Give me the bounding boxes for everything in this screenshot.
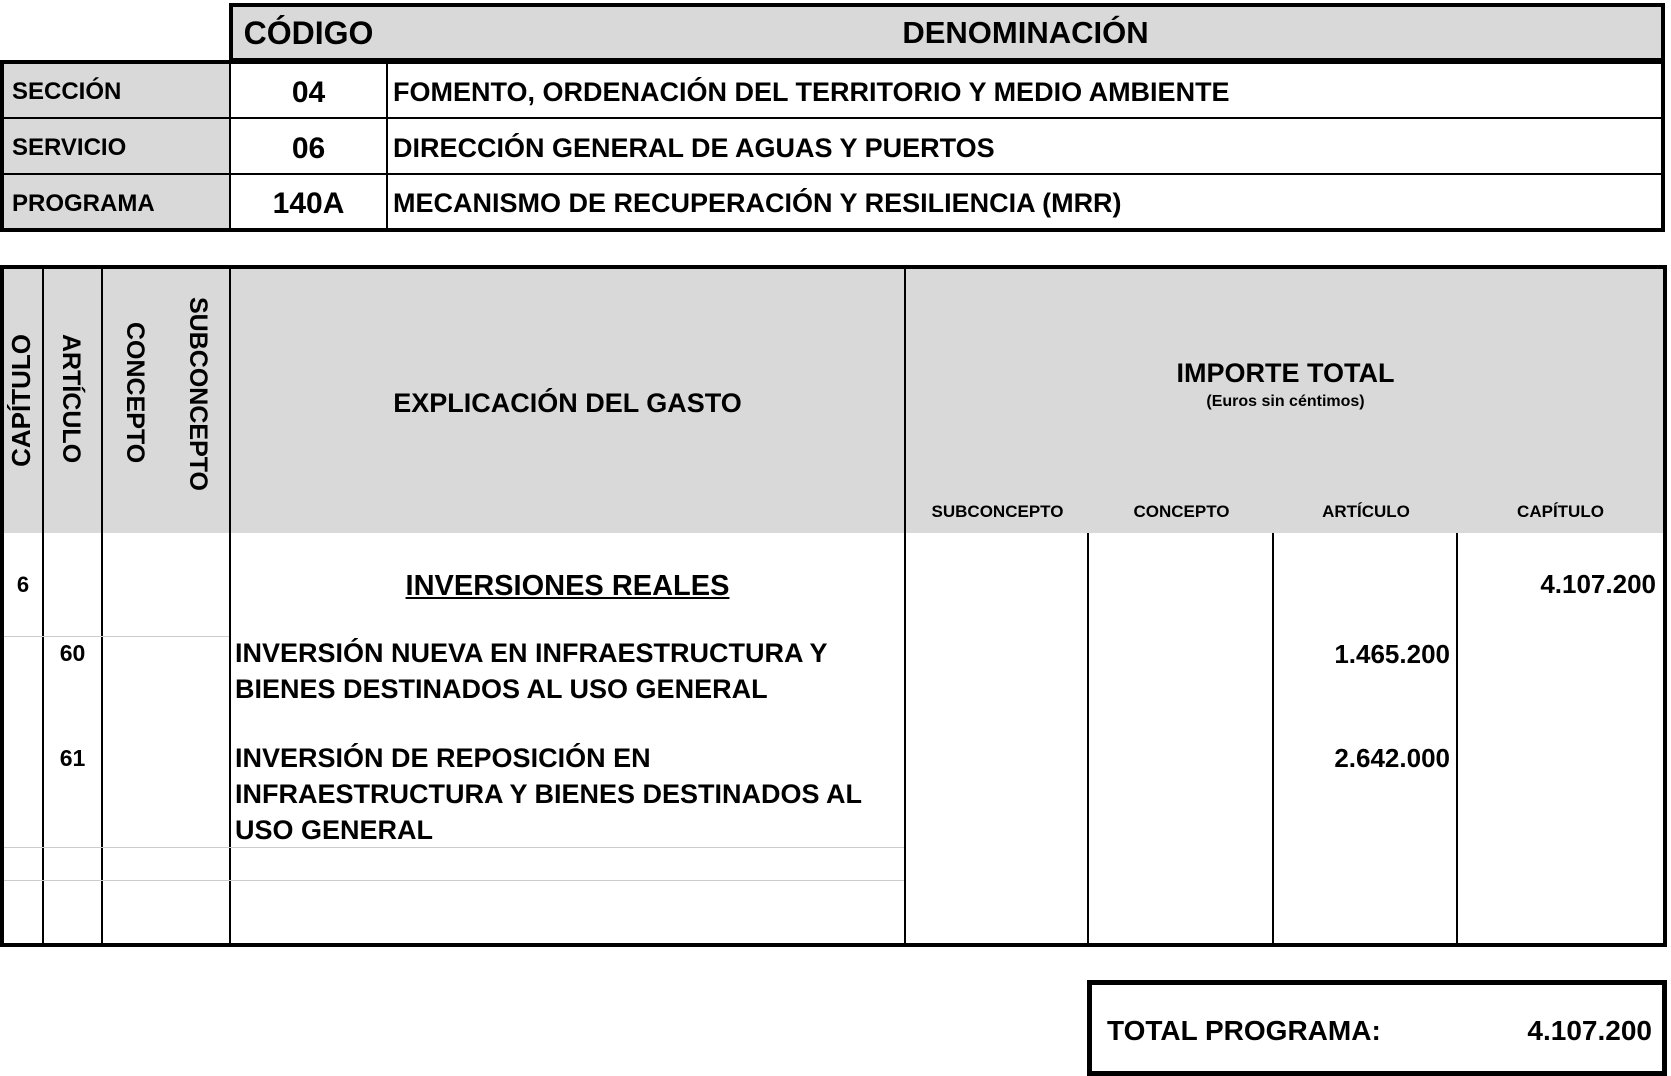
servicio-label: SERVICIO (12, 134, 127, 161)
seccion-label: SECCIÓN (12, 78, 122, 105)
seccion-name: FOMENTO, ORDENACIÓN DEL TERRITORIO Y MEDIO AMBIENTE (393, 77, 1230, 107)
row-text-line: INVERSIÓN DE REPOSICIÓN EN (235, 743, 651, 773)
seccion-code: 04 (291, 76, 326, 109)
programa-label: PROGRAMA (12, 190, 155, 217)
articulo-amount-header: ARTÍCULO (1322, 502, 1410, 521)
row-divider (4, 636, 229, 637)
capitulo-col-header: CAPÍTULO (6, 334, 36, 467)
codigo-header: CÓDIGO (243, 15, 374, 51)
explicacion-col-header: EXPLICACIÓN DEL GASTO (393, 388, 742, 418)
servicio-code: 06 (291, 132, 326, 165)
subconcepto-col-header: SUBCONCEPTO (184, 297, 212, 492)
row-text-line: USO GENERAL (235, 815, 434, 845)
articulo-col-header: ARTÍCULO (57, 334, 85, 464)
row-articulo-code: 60 (59, 640, 86, 666)
divider (1087, 533, 1089, 945)
row-articulo-amount: 1.465.200 (1334, 639, 1450, 669)
total-programa-value: 4.107.200 (1527, 1015, 1652, 1046)
importe-title: IMPORTE TOTAL (1176, 358, 1395, 388)
denominacion-header: DENOMINACIÓN (902, 15, 1149, 50)
concepto-col-header: CONCEPTO (121, 322, 149, 464)
divider (0, 117, 1665, 119)
capitulo-amount-header: CAPÍTULO (1517, 502, 1604, 521)
divider (42, 265, 44, 945)
programa-name: MECANISMO DE RECUPERACIÓN Y RESILIENCIA (MRR) (393, 188, 1122, 218)
total-programa-label: TOTAL PROGRAMA: (1107, 1015, 1381, 1046)
row-text-line: INVERSIÓN NUEVA EN INFRAESTRUCTURA Y (235, 638, 828, 668)
divider (0, 173, 1665, 175)
row-title-inversiones-reales: INVERSIONES REALES (405, 570, 730, 602)
concepto-amount-header: CONCEPTO (1133, 502, 1230, 521)
row-divider (4, 880, 904, 881)
divider (229, 265, 231, 945)
programa-code: 140A (272, 187, 345, 220)
row-capitulo-amount: 4.107.200 (1540, 569, 1656, 599)
importe-subtitle: (Euros sin céntimos) (1206, 393, 1365, 410)
servicio-name: DIRECCIÓN GENERAL DE AGUAS Y PUERTOS (393, 133, 995, 163)
row-text-line: INFRAESTRUCTURA Y BIENES DESTINADOS AL (235, 779, 863, 809)
row-capitulo-code: 6 (16, 572, 30, 597)
subconcepto-amount-header: SUBCONCEPTO (931, 502, 1064, 521)
divider (1272, 533, 1274, 945)
divider (101, 265, 103, 945)
row-articulo-code: 61 (59, 745, 86, 771)
row-articulo-amount: 2.642.000 (1334, 743, 1450, 773)
row-text-line: BIENES DESTINADOS AL USO GENERAL (235, 674, 768, 704)
row-divider (4, 847, 904, 848)
